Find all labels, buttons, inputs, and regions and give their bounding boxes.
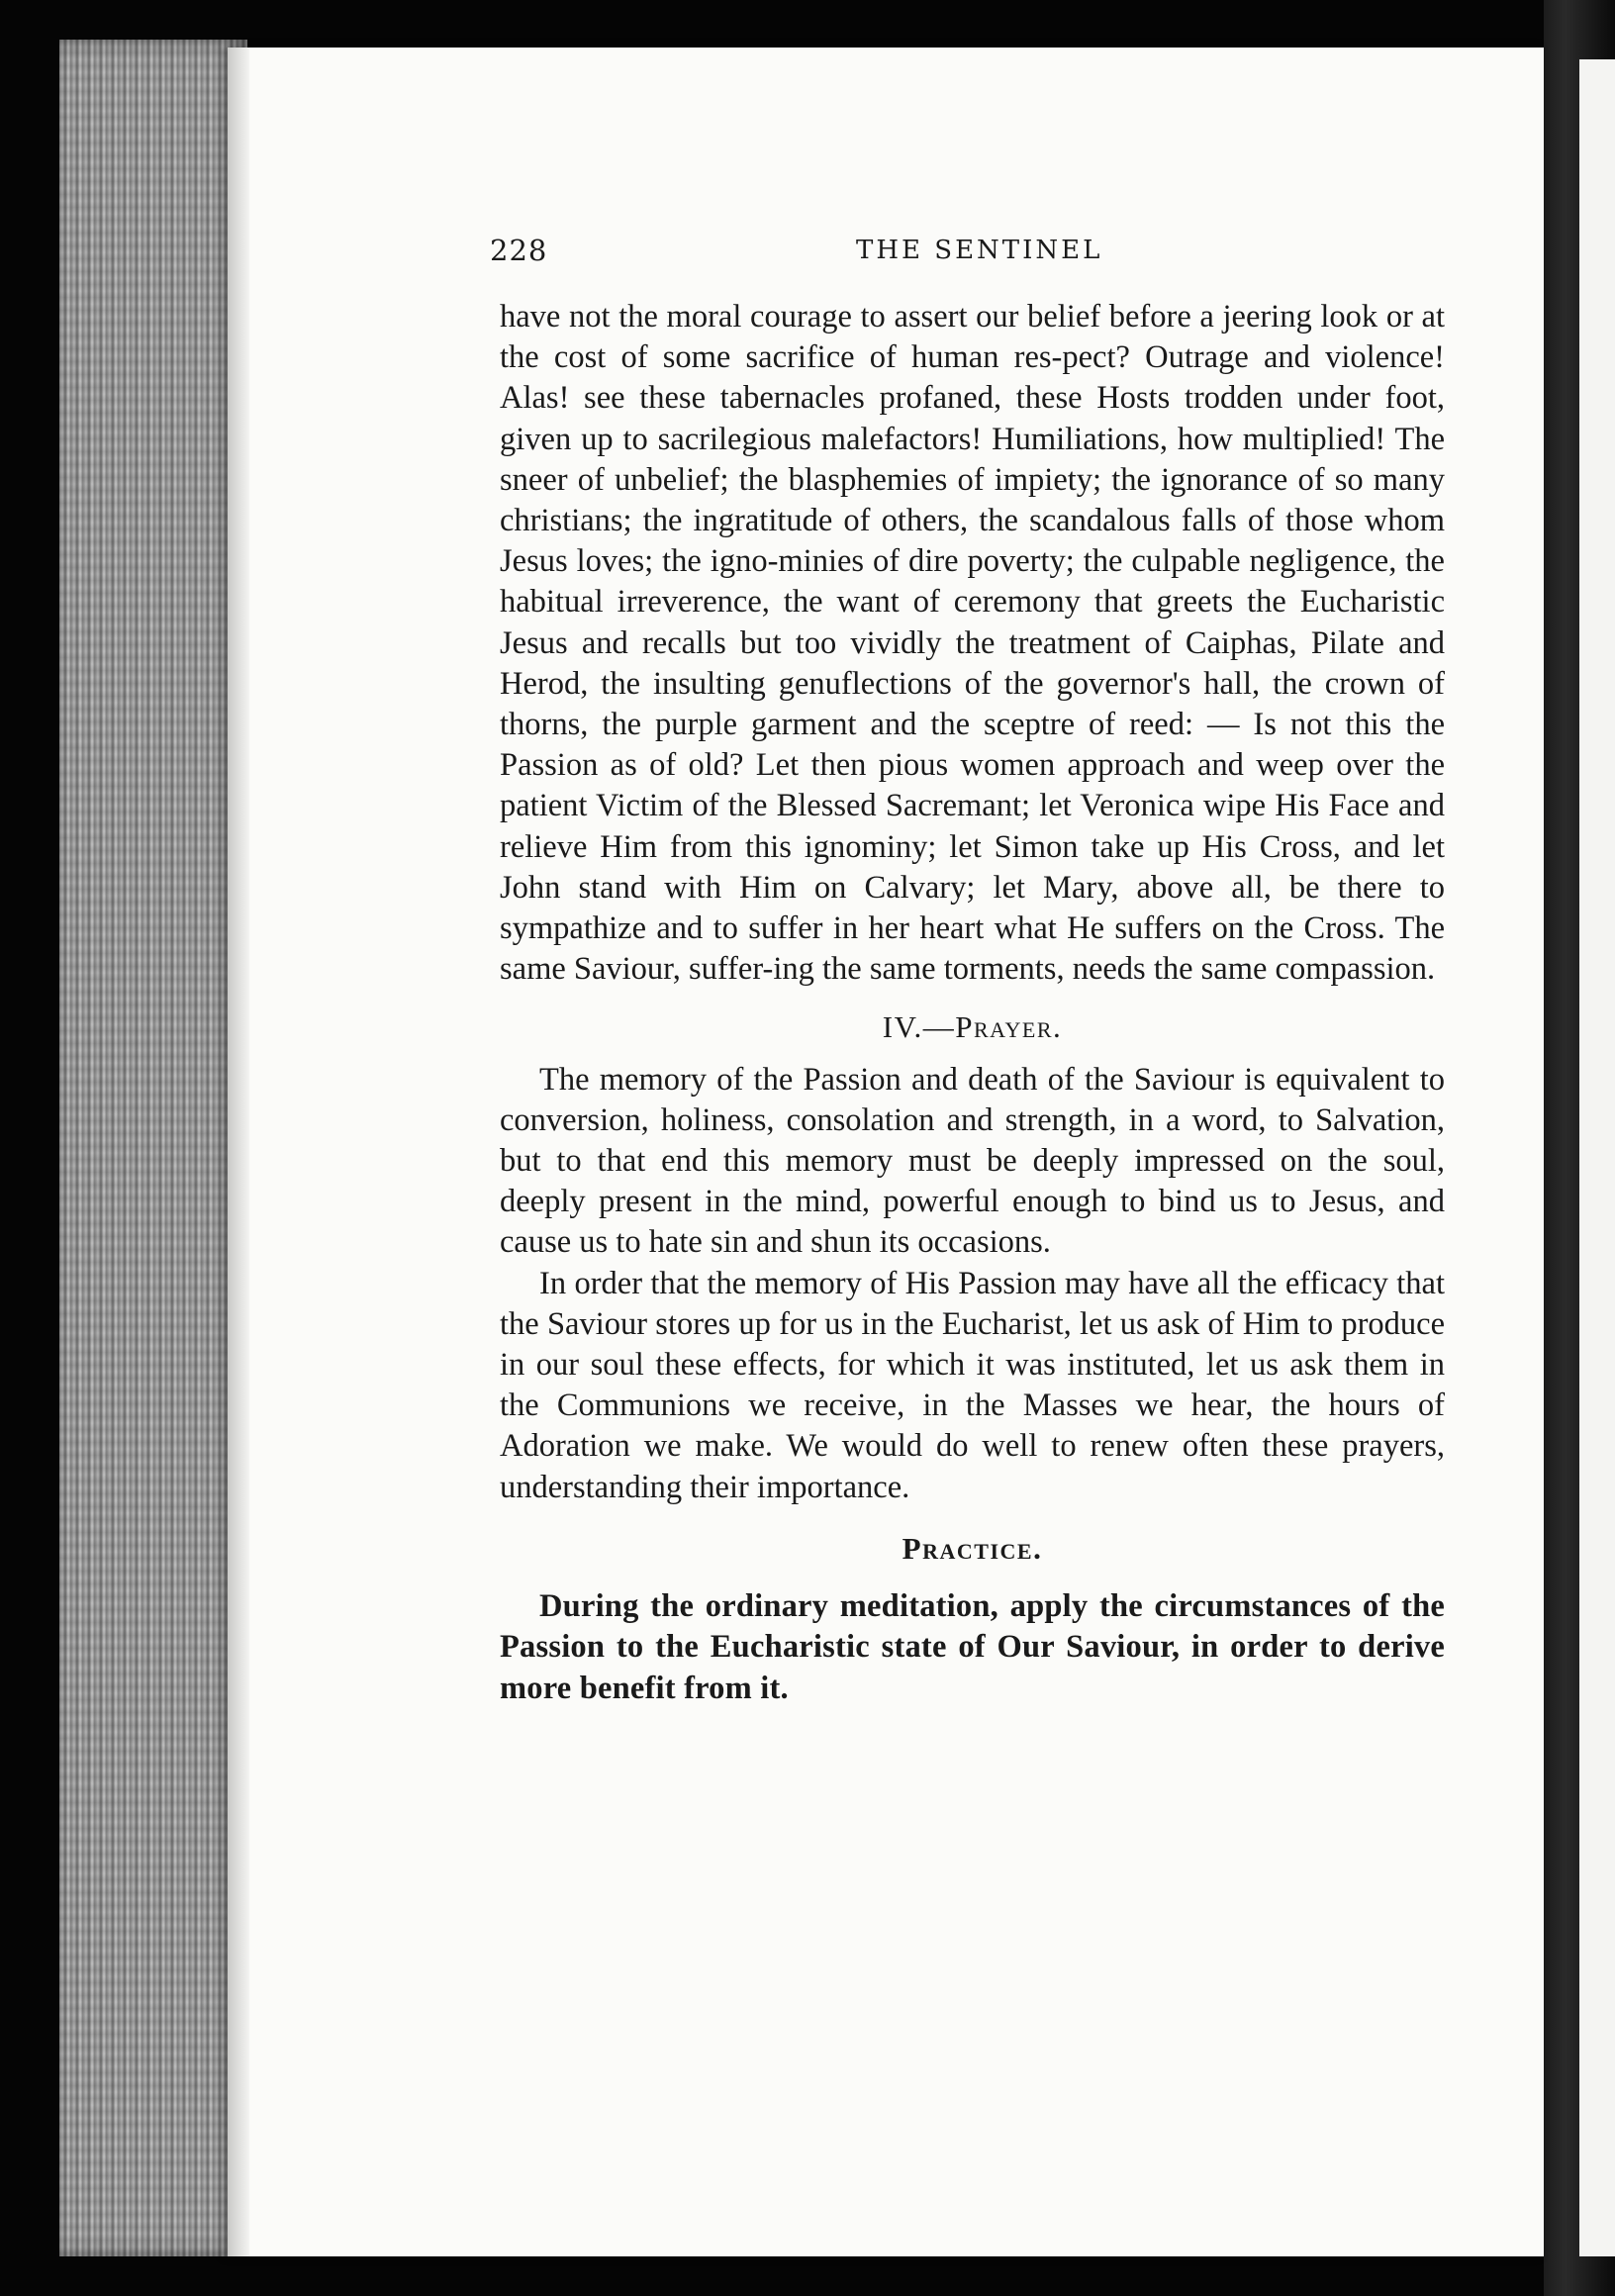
paragraph-continuation: have not the moral courage to assert our belief before a jeering look or at the cost of some sacrifice of human res-pect? Outrage and violence! Alas! see these tabernacles profaned, these Hosts trodden under foot, given up to sacrilegious malefactors! Humiliations, how multiplied! The sneer of unbelief; the blasphemies of impiety; the ignorance of so many christians; the ingratitude of others, the scandalous falls of those whom Jesus loves; the igno-minies of dire poverty; the culpable negligence, the habitual irreverence, the want of ceremony that greets the Eucharistic Jesus and recalls but too vividly the treatment of Caiphas, Pilate and Herod, the insulting genuflections of the governor's hall, the crown of thorns, the purple garment and the sceptre of reed: — Is not this the Passion as of old? Let then pious women approach and weep over the patient Victim of the Blessed Sacremant; let Veronica wipe His Face and relieve Him from this ignominy; let Simon take up His Cross, and let John stand with Him on Calvary; let Mary, above all, be there to sympathize and to suffer in her heart what He suffers on the Cross. The same Saviour, suffer-ing the same torments, needs the same compassion.	[500, 299, 1445, 988]
paragraph-prayer-1: The memory of the Passion and death of the Saviour is equivalent to conversion, holiness, consolation and strength, in a word, to Salvation, but to that end this memory must be deeply impressed on the soul, deeply present in the mind, powerful enough to bind us to Jesus, and cause us to hate sin and shun its occasions.	[500, 1061, 1445, 1261]
running-head	[490, 234, 1380, 273]
section-heading-prayer: IV.—Prayer.	[882, 1009, 1063, 1045]
page-number: 228	[490, 234, 548, 267]
facing-page-edge	[1579, 59, 1615, 2256]
paragraph-prayer-2: In order that the memory of His Passion may have all the efficacy that the Saviour stores up for us in the Eucharist, let us ask of Him to produce in our soul these effects, for which it was instituted, let us ask them in the Communions we receive, in the Masses we hear, the hours of Adoration we make. We would do well to renew often these prayers, understanding their importance.	[500, 1265, 1445, 1505]
section-heading-practice: Practice.	[902, 1530, 1043, 1566]
running-title: THE SENTINEL	[856, 236, 1103, 265]
paragraph-practice: During the ordinary meditation, apply the circumstances of the Passion to the Eucharistic state of Our Saviour, in order to derive more benefit from it.	[500, 1588, 1445, 1706]
book-page-edges	[59, 40, 247, 2256]
page-body	[500, 297, 1445, 1709]
